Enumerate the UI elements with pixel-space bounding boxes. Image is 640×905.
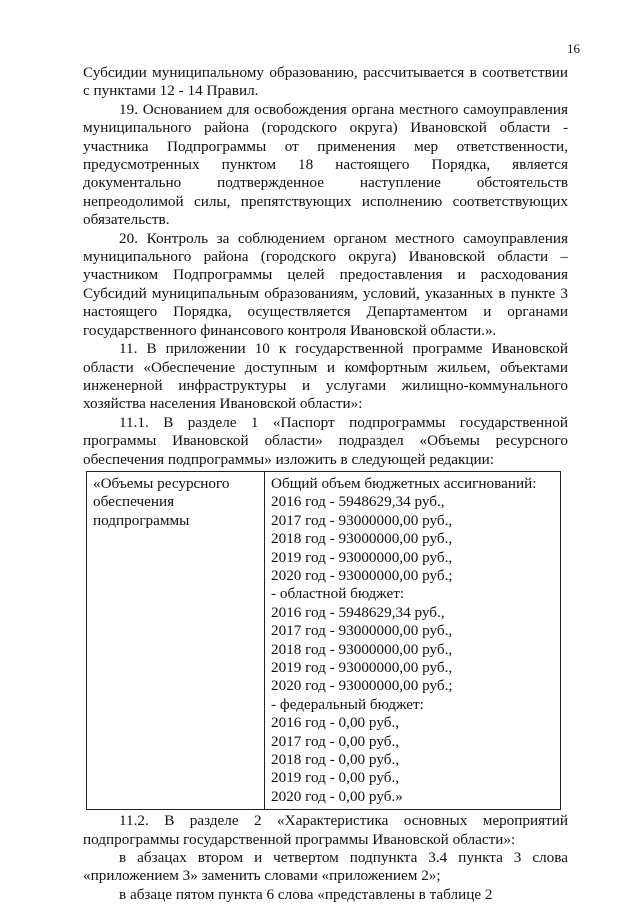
budget-line: 2019 год - 0,00 руб., [271,769,400,787]
page-number: 16 [567,41,580,56]
paragraph: 11.2. В разделе 2 «Характеристика основных мероприятий подпрограммы государственной программы Ивановской области»: [83,812,568,848]
budget-line: - федеральный бюджет: [271,695,424,713]
document-body [83,64,568,904]
paragraph: в абзацах втором и четвертом подпункта 3.4 пункта 3 слова «приложением 3» заменить словами «приложением 2»; [83,849,568,885]
budget-line: 2017 год - 0,00 руб., [271,732,400,750]
paragraphs-before [83,64,568,469]
table-cell-label: «Объемы ресурсного обеспечения подпрограммы [87,471,265,809]
budget-line: 2019 год - 93000000,00 руб., [271,548,453,566]
paragraph: 20. Контроль за соблюдением органом местного самоуправления муниципального района (городского округа) Ивановской области – участником Подпрограммы целей предоставления и расходования Субсидий муниципальным образованиям, условий, указанных в пункте 3 настоящего Порядка, осуществляется Департаментом и органами государственного финансового контроля Ивановской области.». [83,229,568,339]
budget-line: 2017 год - 93000000,00 руб., [271,622,453,640]
budget-line: 2019 год - 93000000,00 руб., [271,659,453,676]
budget-line: 2018 год - 93000000,00 руб., [271,640,453,658]
paragraph: в абзаце пятом пункта 6 слова «представлены в таблице 2 [119,885,493,903]
budget-line: 2016 год - 5948629,34 руб., [271,493,445,511]
budget-line: 2018 год - 93000000,00 руб., [271,530,453,548]
paragraph: 11.1. В разделе 1 «Паспорт подпрограммы государственной программы Ивановской области» подраздел «Объемы ресурсного обеспечения подпрограммы» изложить в следующей редакции: [83,413,568,468]
table-row [87,471,561,809]
paragraphs-after [83,812,568,904]
resource-table [86,471,561,810]
budget-line: Общий объем бюджетных ассигнований: [271,474,537,492]
budget-line: 2020 год - 93000000,00 руб.; [271,677,453,695]
paragraph: Субсидии муниципальному образованию, рассчитывается в соответствии с пунктами 12 - 14 Правил. [83,64,568,100]
budget-line: 2020 год - 0,00 руб.» [271,787,403,805]
budget-line: 2016 год - 0,00 руб., [271,714,400,732]
budget-line: 2020 год - 93000000,00 руб.; [271,566,453,584]
paragraph: 19. Основанием для освобождения органа местного самоуправления муниципального района (городского округа) Ивановской области - участника Подпрограммы от применения мер ответственности, предусмотренных пунктом 18 настоящего Порядка, является документально подтвержденное наступление обстоятельств непреодолимой силы, препятствующих исполнению соответствующих обязательств. [83,100,568,229]
budget-line: - областной бюджет: [271,585,405,603]
paragraph: 11. В приложении 10 к государственной программе Ивановской области «Обеспечение доступным и комфортным жильем, объектами инженерной инфраструктуры и услугами жилищно-коммунального хозяйства населения Ивановской области»: [83,340,568,413]
budget-line: 2016 год - 5948629,34 руб., [271,603,445,621]
budget-line: 2017 год - 93000000,00 руб., [271,511,453,529]
table-cell-values [265,471,561,809]
budget-line: 2018 год - 0,00 руб., [271,751,400,769]
